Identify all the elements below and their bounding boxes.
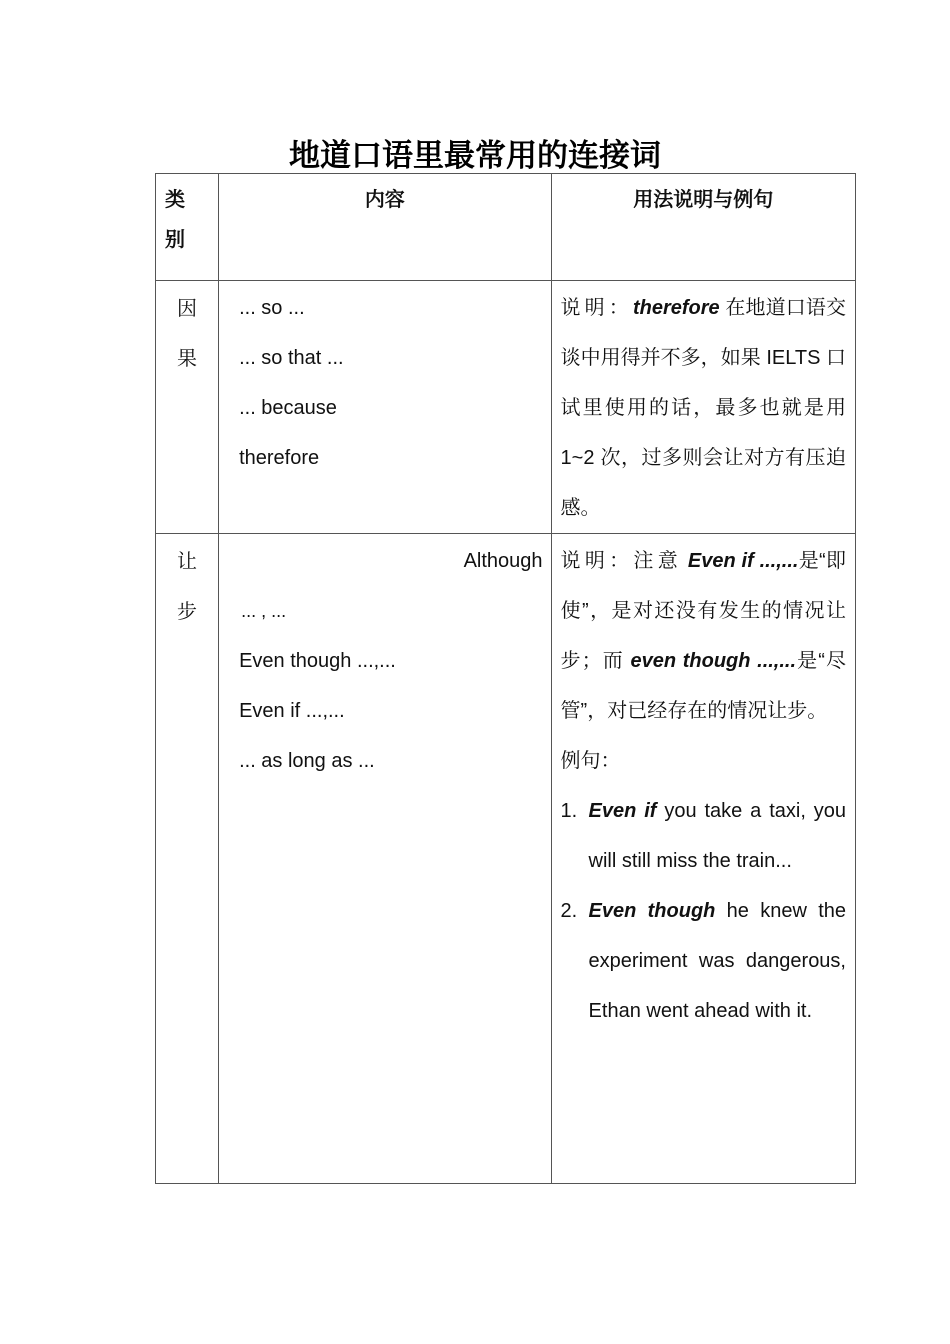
keyword: Even if (588, 800, 657, 822)
example-item: 2. Even though he knew the experiment was dangerous, Ethan went ahead with it. (560, 900, 846, 1022)
usage-note: 说明：therefore 在地道口语交谈中用得并不多，如果 IELTS 口试里使用的话，最多也就是用 1~2 次，过多则会让对方有压迫感。 (560, 297, 847, 519)
list-item: ... as long as ... (239, 750, 375, 772)
header-row (156, 174, 856, 281)
list-item: therefore (239, 447, 320, 469)
list-item: ... so that ... (239, 347, 344, 369)
content-cell (219, 281, 551, 534)
table-row (156, 534, 856, 1184)
example-label: 例句： (560, 750, 621, 772)
category-concession: 让 步 (156, 534, 219, 1184)
header-content: 内容 (219, 174, 551, 281)
usage-note: 说明：注意 Even if ...,...是“即使”，是对还没有发生的情况让步；而 even though ...,...是“尽管”，对已经存在的情况让步。 (560, 550, 846, 722)
list-item: Even though ...,... (239, 650, 396, 672)
keyword: even though ...,... (630, 650, 797, 672)
list-item: ... because (239, 397, 337, 419)
keyword: Even if ...,... (687, 550, 799, 572)
list-item: Although (463, 550, 543, 572)
category-cause-effect: 因 果 (156, 281, 219, 534)
example-item: 1. Even if you take a taxi, you will still miss the train... (560, 800, 847, 872)
keyword: therefore (632, 297, 720, 319)
list-item: ... so ... (239, 297, 305, 319)
connectives-table (155, 173, 856, 1184)
usage-cell (551, 281, 855, 534)
keyword: Even though (588, 900, 716, 922)
list-item: ... , ... (241, 601, 287, 621)
usage-cell (551, 534, 855, 1184)
page-title: 地道口语里最常用的连接词 (289, 138, 661, 174)
list-item: Even if ...,... (239, 700, 345, 722)
header-usage: 用法说明与例句 (551, 174, 855, 281)
header-category: 类 别 (156, 174, 219, 281)
content-cell (219, 534, 551, 1184)
table-row (156, 281, 856, 534)
